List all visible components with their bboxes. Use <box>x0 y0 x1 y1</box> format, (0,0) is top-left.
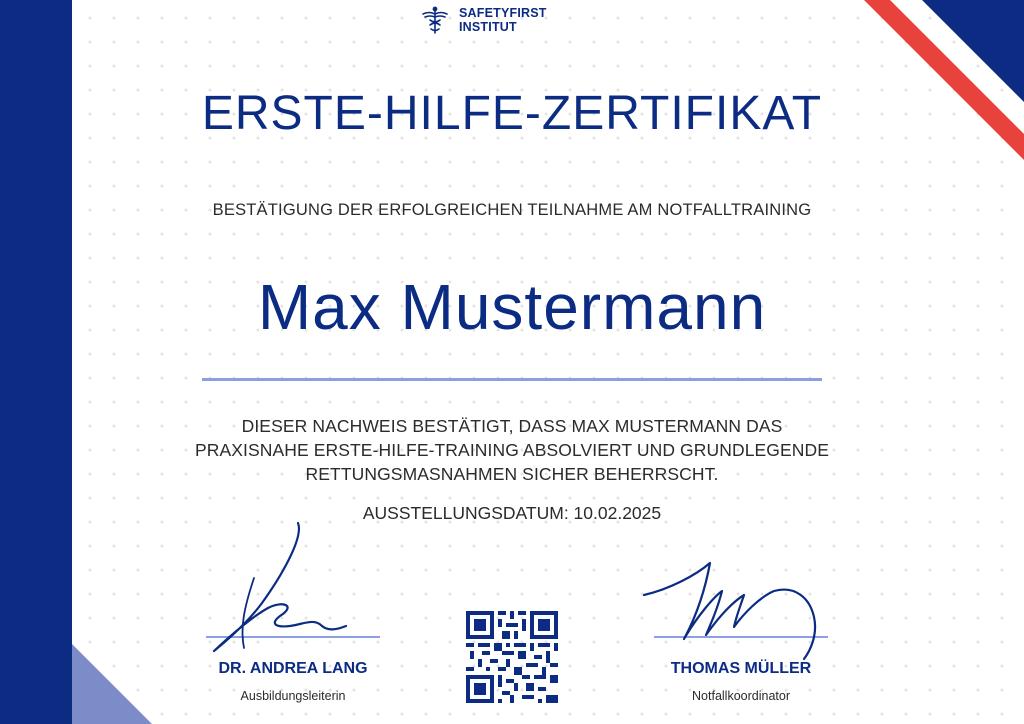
description-line: DIESER NACHWEIS BESTÄTIGT, DASS MAX MUSTERMANN DAS <box>241 416 783 436</box>
qr-code <box>466 611 558 703</box>
name-underline <box>202 378 822 381</box>
certificate-title: ERSTE-HILFE-ZERTIFIKAT <box>201 87 823 140</box>
certificate-subtitle: BESTÄTIGUNG DER ERFOLGREICHEN TEILNAHME AM NOTFALLTRAINING <box>212 201 812 219</box>
caduceus-icon <box>420 5 450 35</box>
signatory-name-right: THOMAS MÜLLER <box>670 660 812 677</box>
signatory-name-left: DR. ANDREA LANG <box>218 660 368 677</box>
institute-logo <box>420 5 547 35</box>
signature-lang <box>200 518 360 660</box>
signatory-role-right: Notfallkoordinator <box>692 689 790 703</box>
signature-mueller <box>640 555 830 665</box>
signatory-role-left: Ausbildungsleiterin <box>240 689 346 703</box>
description-line: RETTUNGSMASNAHMEN SICHER BEHERRSCHT. <box>305 464 719 484</box>
issue-date: AUSSTELLUNGSDATUM: 10.02.2025 <box>362 503 662 523</box>
institute-name-line1: SAFETYFIRST <box>459 6 547 20</box>
description-line: PRAXISNAHE ERSTE-HILFE-TRAINING ABSOLVIERT UND GRUNDLEGENDE <box>194 440 830 460</box>
recipient-name: Max Mustermann <box>257 271 767 343</box>
bottom-corner-triangle <box>72 644 152 724</box>
certificate-description <box>150 414 874 486</box>
institute-name-line2: INSTITUT <box>459 20 517 34</box>
